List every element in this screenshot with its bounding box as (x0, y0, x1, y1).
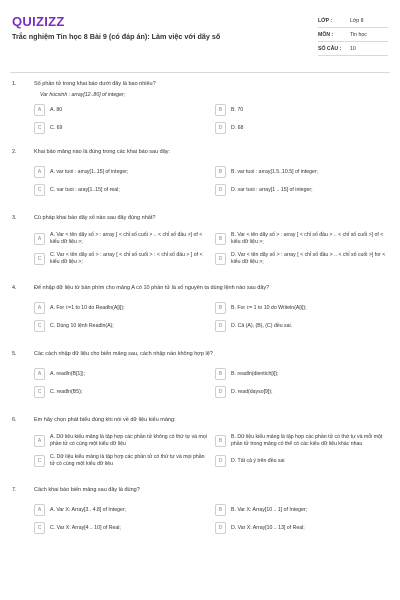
question-number: 3. (12, 215, 17, 221)
question-list (0, 76, 400, 534)
option-text: B. For i:= 1 to 10 do Writeln(A[i]); (231, 304, 307, 311)
option-letter-box: D (215, 386, 226, 398)
worksheet-header (0, 0, 400, 64)
option-text: D. Cả (A), (B), (C) đều sai. (231, 322, 293, 329)
option-c[interactable] (34, 386, 209, 398)
question-number: 6. (12, 417, 17, 423)
option-letter-box: A (34, 435, 45, 447)
option-letter-box: D (215, 455, 226, 467)
question-code: Var hocsinh : array[12..80] of integer; (40, 92, 126, 98)
option-text: B. Var < tên dãy số > : array [ < chỉ số đầu > .. < chỉ số cuối >] of < kiểu dữ liệu >; (231, 232, 384, 245)
option-b[interactable] (215, 232, 390, 246)
option-letter-box: B (215, 166, 226, 178)
meta-value: Lớp 8 (350, 17, 364, 24)
question-text: Các cách nhập dữ liệu cho biến mảng sau, cách nhập nào không hợp lệ? (34, 351, 213, 357)
option-letter-box: B (215, 302, 226, 314)
option-d[interactable] (215, 454, 390, 468)
meta-label: SỐ CÂU : (318, 45, 342, 52)
option-c[interactable] (34, 522, 209, 534)
question-number: 5. (12, 351, 17, 357)
option-letter-box: C (34, 455, 45, 467)
option-text: D. Tất cả ý trên đều sai (231, 457, 285, 464)
option-c[interactable] (34, 454, 209, 468)
option-grid (34, 166, 390, 196)
option-letter-box: A (34, 368, 45, 380)
option-text: B. Dữ liệu kiểu mảng là tập hợp các phần tử có thứ tự và mỗi một phần tử trong mảng có thể có các kiểu dữ liệu khác nhau (231, 434, 383, 447)
header-divider (10, 72, 390, 73)
option-a[interactable] (34, 302, 209, 314)
option-letter-box: C (34, 320, 45, 332)
option-text: A. Var < tên dãy số > : array [ < chỉ số cuối > .. < chỉ số đầu >] of < kiểu dữ liệu >; (50, 232, 203, 245)
question-2 (0, 148, 400, 196)
question-7 (0, 486, 400, 534)
option-d[interactable] (215, 522, 390, 534)
option-b[interactable] (215, 368, 390, 380)
option-c[interactable] (34, 320, 209, 332)
question-text: Để nhập dữ liệu từ bàn phím cho mảng A có 10 phần tử là số nguyên ta dùng lệnh nào sau đây? (34, 285, 270, 291)
option-letter-box: B (215, 435, 226, 447)
question-text: Khai báo mảng nào là đúng trong các khai báo sau đây: (34, 149, 171, 155)
option-grid (34, 504, 390, 534)
option-letter-box: B (215, 368, 226, 380)
option-text: D. var tuoi : array[1 .. 15] of integer; (231, 186, 313, 193)
option-a[interactable] (34, 232, 209, 246)
option-grid (34, 232, 390, 266)
quizizz-logo: QUIZIZZ (12, 14, 65, 29)
option-c[interactable] (34, 184, 209, 196)
meta-row-count (318, 42, 388, 56)
option-letter-box: C (34, 122, 45, 134)
option-d[interactable] (215, 320, 390, 332)
option-letter-box: C (34, 386, 45, 398)
option-text: D. 68 (231, 124, 244, 131)
option-letter-box: B (215, 504, 226, 516)
worksheet-meta (318, 14, 388, 56)
option-b[interactable] (215, 504, 390, 516)
option-text: B. Var X: Array[10 .. 1] of Integer; (231, 506, 308, 513)
option-text: C. Dữ liệu kiểu mảng là tập hợp các phần tử có thứ tự và mọi phần tử có cùng một kiểu dữ liệu (50, 454, 205, 467)
option-letter-box: C (34, 184, 45, 196)
option-text: D. read(dayso[9]); (231, 388, 273, 395)
option-c[interactable] (34, 252, 209, 266)
option-a[interactable] (34, 166, 209, 178)
question-text: Cách khai báo biến mảng sau đây là đúng? (34, 487, 140, 493)
option-grid (34, 302, 390, 332)
question-text: Số phần tử trong khai báo dưới đây là bao nhiêu? (34, 81, 156, 87)
option-text: C. Dùng 10 lệnh Readln(A); (50, 322, 114, 329)
question-6 (0, 416, 400, 468)
question-number: 1. (12, 81, 17, 87)
option-text: C. 69 (50, 124, 63, 131)
option-letter-box: A (34, 504, 45, 516)
option-a[interactable] (34, 368, 209, 380)
question-5 (0, 350, 400, 398)
option-a[interactable] (34, 504, 209, 516)
option-letter-box: A (34, 166, 45, 178)
option-letter-box: D (215, 184, 226, 196)
option-d[interactable] (215, 252, 390, 266)
question-1 (0, 80, 400, 134)
option-b[interactable] (215, 434, 390, 448)
option-text: A. Dữ liệu kiểu mảng là tập hợp các phần tử không có thứ tự và mọi phần tử có cùng một kiểu dữ liệu (50, 434, 207, 447)
option-text: B. var tuoi : array[1.5..10.5] of integer; (231, 168, 319, 175)
question-number: 2. (12, 149, 17, 155)
option-text: A. Var X: Array[3.. 4.8] of Integer; (50, 506, 127, 513)
option-text: C. readln(B5); (50, 388, 83, 395)
question-3 (0, 214, 400, 266)
option-letter-box: D (215, 522, 226, 534)
worksheet-title: Trắc nghiệm Tin học 8 Bài 9 (có đáp án): Làm việc với dãy số (12, 32, 221, 41)
meta-row-class (318, 14, 388, 28)
option-letter-box: C (34, 253, 45, 265)
option-text: A. 80 (50, 106, 63, 113)
option-d[interactable] (215, 184, 390, 196)
question-number: 7. (12, 487, 17, 493)
option-letter-box: A (34, 104, 45, 116)
option-letter-box: D (215, 253, 226, 265)
option-letter-box: B (215, 233, 226, 245)
meta-label: LỚP : (318, 17, 333, 24)
option-text: D. Var < tên dãy số > : array [ < chỉ số đầu > .. < chỉ số cuối >] for < kiểu dữ liệu >; (231, 252, 386, 265)
option-letter-box: C (34, 522, 45, 534)
option-letter-box: D (215, 122, 226, 134)
option-text: C. Var X: Array[4 .. 10] of Real; (50, 524, 121, 531)
option-b[interactable] (215, 302, 390, 314)
option-text: B. 70 (231, 106, 244, 113)
meta-row-subject (318, 28, 388, 42)
option-text: B. readln(dientich[i]); (231, 370, 279, 377)
question-4 (0, 284, 400, 332)
meta-value: 10 (350, 45, 356, 52)
question-number: 4. (12, 285, 17, 291)
option-text: C. Var < tên dãy số > : array [ < chỉ số cuối > : < chỉ số đầu > ] of < kiểu dữ liệu >; (50, 252, 203, 265)
option-b[interactable] (215, 166, 390, 178)
question-text: Em hãy chọn phát biểu đúng khi nói về dữ liệu kiểu mảng: (34, 417, 176, 423)
option-d[interactable] (215, 386, 390, 398)
option-text: C. var tuoi : aray[1..15] of real; (50, 186, 120, 193)
option-grid (34, 104, 390, 134)
option-text: D. Var X: Array[10 .. 13] of Real; (231, 524, 305, 531)
option-text: A. var tuoi : array[1..15] of integer; (50, 168, 129, 175)
option-grid (34, 368, 390, 398)
option-letter-box: D (215, 320, 226, 332)
option-d[interactable] (215, 122, 390, 134)
option-a[interactable] (34, 434, 209, 448)
option-c[interactable] (34, 122, 209, 134)
option-letter-box: A (34, 233, 45, 245)
meta-label: MÔN : (318, 31, 334, 38)
option-letter-box: A (34, 302, 45, 314)
option-a[interactable] (34, 104, 209, 116)
question-text: Cú pháp khai báo dãy số nào sau đây đúng nhất? (34, 215, 156, 221)
option-text: A. For i:=1 to 10 do Readln(A[i]); (50, 304, 125, 311)
meta-value: Tin học (350, 31, 367, 38)
option-grid (34, 434, 390, 468)
option-text: A. readln(B[1]); (50, 370, 85, 377)
option-letter-box: B (215, 104, 226, 116)
option-b[interactable] (215, 104, 390, 116)
